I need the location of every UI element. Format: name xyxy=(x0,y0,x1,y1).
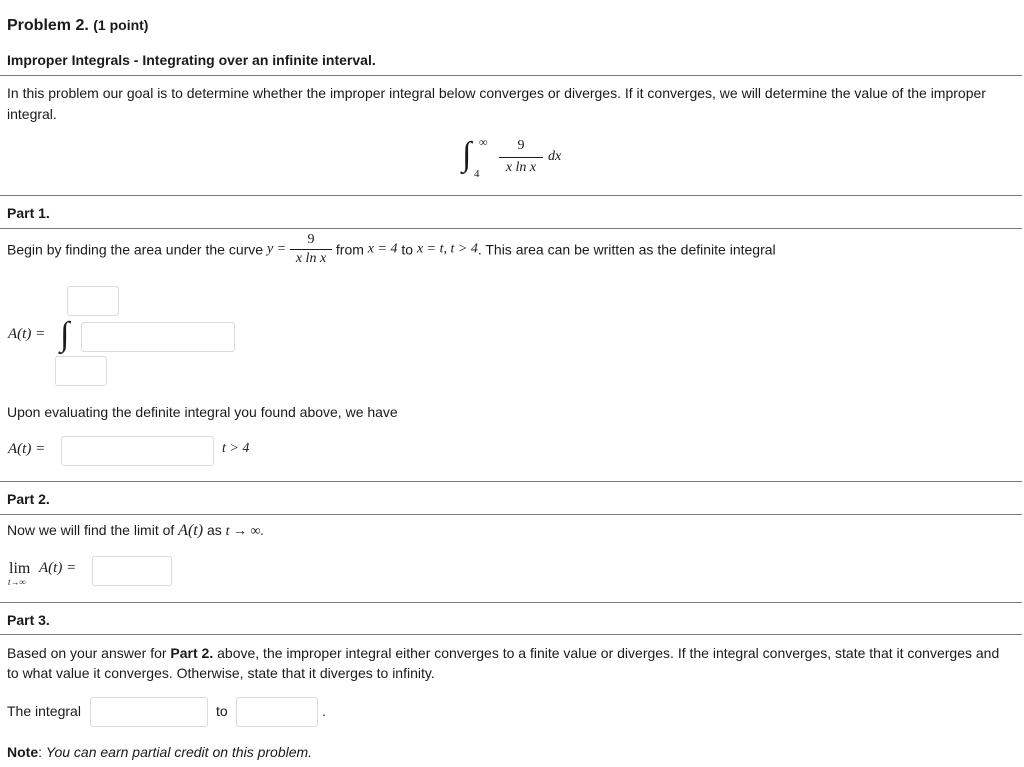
integral-sign: ∫ xyxy=(60,316,70,353)
part1-text-before: Begin by finding the area under the curve xyxy=(7,241,264,258)
part1-denominator: x ln x xyxy=(295,251,327,266)
converge-value-input[interactable] xyxy=(236,697,318,727)
main-integral xyxy=(462,135,582,183)
limit-input[interactable] xyxy=(92,556,172,586)
limit-expression xyxy=(8,560,98,590)
part3-heading: Part 3. xyxy=(7,612,50,628)
note-label: Note xyxy=(7,744,39,760)
note xyxy=(7,744,312,760)
integrand-numerator: 9 xyxy=(517,138,525,153)
part2-t-inf: t → ∞. xyxy=(225,524,264,539)
part1-statement xyxy=(7,232,776,276)
part1-heading: Part 1. xyxy=(7,205,50,221)
lower-bound-input[interactable] xyxy=(55,356,107,386)
part1-fraction xyxy=(290,232,332,267)
divider xyxy=(0,75,1022,76)
part1-A-label: A(t) = xyxy=(8,326,46,342)
part3-text-a: Based on your answer for xyxy=(7,645,167,661)
part1-numerator: 9 xyxy=(307,232,315,247)
integral-lower-limit: 4 xyxy=(474,168,480,180)
upper-bound-input[interactable] xyxy=(67,286,119,316)
part3-text-b: above, the improper integral either converges to a finite value or diverges. If the integral converges, state that it converges and to what value it converges. Otherwise, state that it diverges to infinity. xyxy=(7,645,1000,681)
integrand-input[interactable] xyxy=(81,322,235,352)
integral-dx: dx xyxy=(548,149,562,164)
t-condition: t > 4 xyxy=(222,441,250,456)
problem-points: (1 point) xyxy=(93,17,149,33)
part3-text xyxy=(7,643,1012,683)
problem-title xyxy=(7,17,148,35)
lim-A: A(t) = xyxy=(39,560,77,576)
period: . xyxy=(322,703,326,719)
part1-text-to: to xyxy=(401,241,414,258)
part2-statement xyxy=(7,522,264,540)
part3-text-bold: Part 2. xyxy=(170,645,214,661)
divider xyxy=(0,481,1022,482)
note-colon: : xyxy=(38,744,43,760)
note-text: You can earn partial credit on this problem. xyxy=(45,744,313,760)
integrand-fraction xyxy=(499,138,543,176)
divider xyxy=(0,602,1022,603)
converge-diverge-input[interactable] xyxy=(90,697,208,727)
part1-text-from: from xyxy=(335,241,364,258)
lim-subscript: t→∞ xyxy=(8,577,26,587)
divider xyxy=(0,634,1022,635)
part1-y-eq: y = xyxy=(266,241,287,257)
integral-upper-limit: ∞ xyxy=(479,135,488,149)
integral-sign: ∫ xyxy=(462,136,472,173)
part1-A-label2: A(t) = xyxy=(8,441,46,457)
problem-number: Problem 2. xyxy=(7,17,89,34)
lim-text: lim xyxy=(9,560,31,577)
problem-subtitle: Improper Integrals - Integrating over an infinite interval. xyxy=(7,52,376,68)
evaluating-text: Upon evaluating the definite integral you found above, we have xyxy=(7,404,398,420)
part1-text-after: . This area can be written as the definite integral xyxy=(477,241,776,258)
part2-heading: Part 2. xyxy=(7,491,50,507)
to-label: to xyxy=(216,703,228,719)
part1-cond1: x = 4 xyxy=(367,241,398,257)
divider xyxy=(0,514,1022,515)
part2-text: Now we will find the limit of xyxy=(7,522,175,538)
part2-A-t: A(t) xyxy=(178,522,204,539)
part2-as: as xyxy=(206,522,222,538)
divider xyxy=(0,228,1022,229)
divider xyxy=(0,195,1022,196)
the-integral-label: The integral xyxy=(7,703,81,719)
integrand-denominator: x ln x xyxy=(505,160,537,175)
intro-text: In this problem our goal is to determine whether the improper integral below converges or diverges. If it converges, we will determine the value of the improper integral. xyxy=(7,85,986,122)
A-of-t-input[interactable] xyxy=(61,436,214,466)
part1-cond2: x = t, t > 4 xyxy=(416,241,478,257)
